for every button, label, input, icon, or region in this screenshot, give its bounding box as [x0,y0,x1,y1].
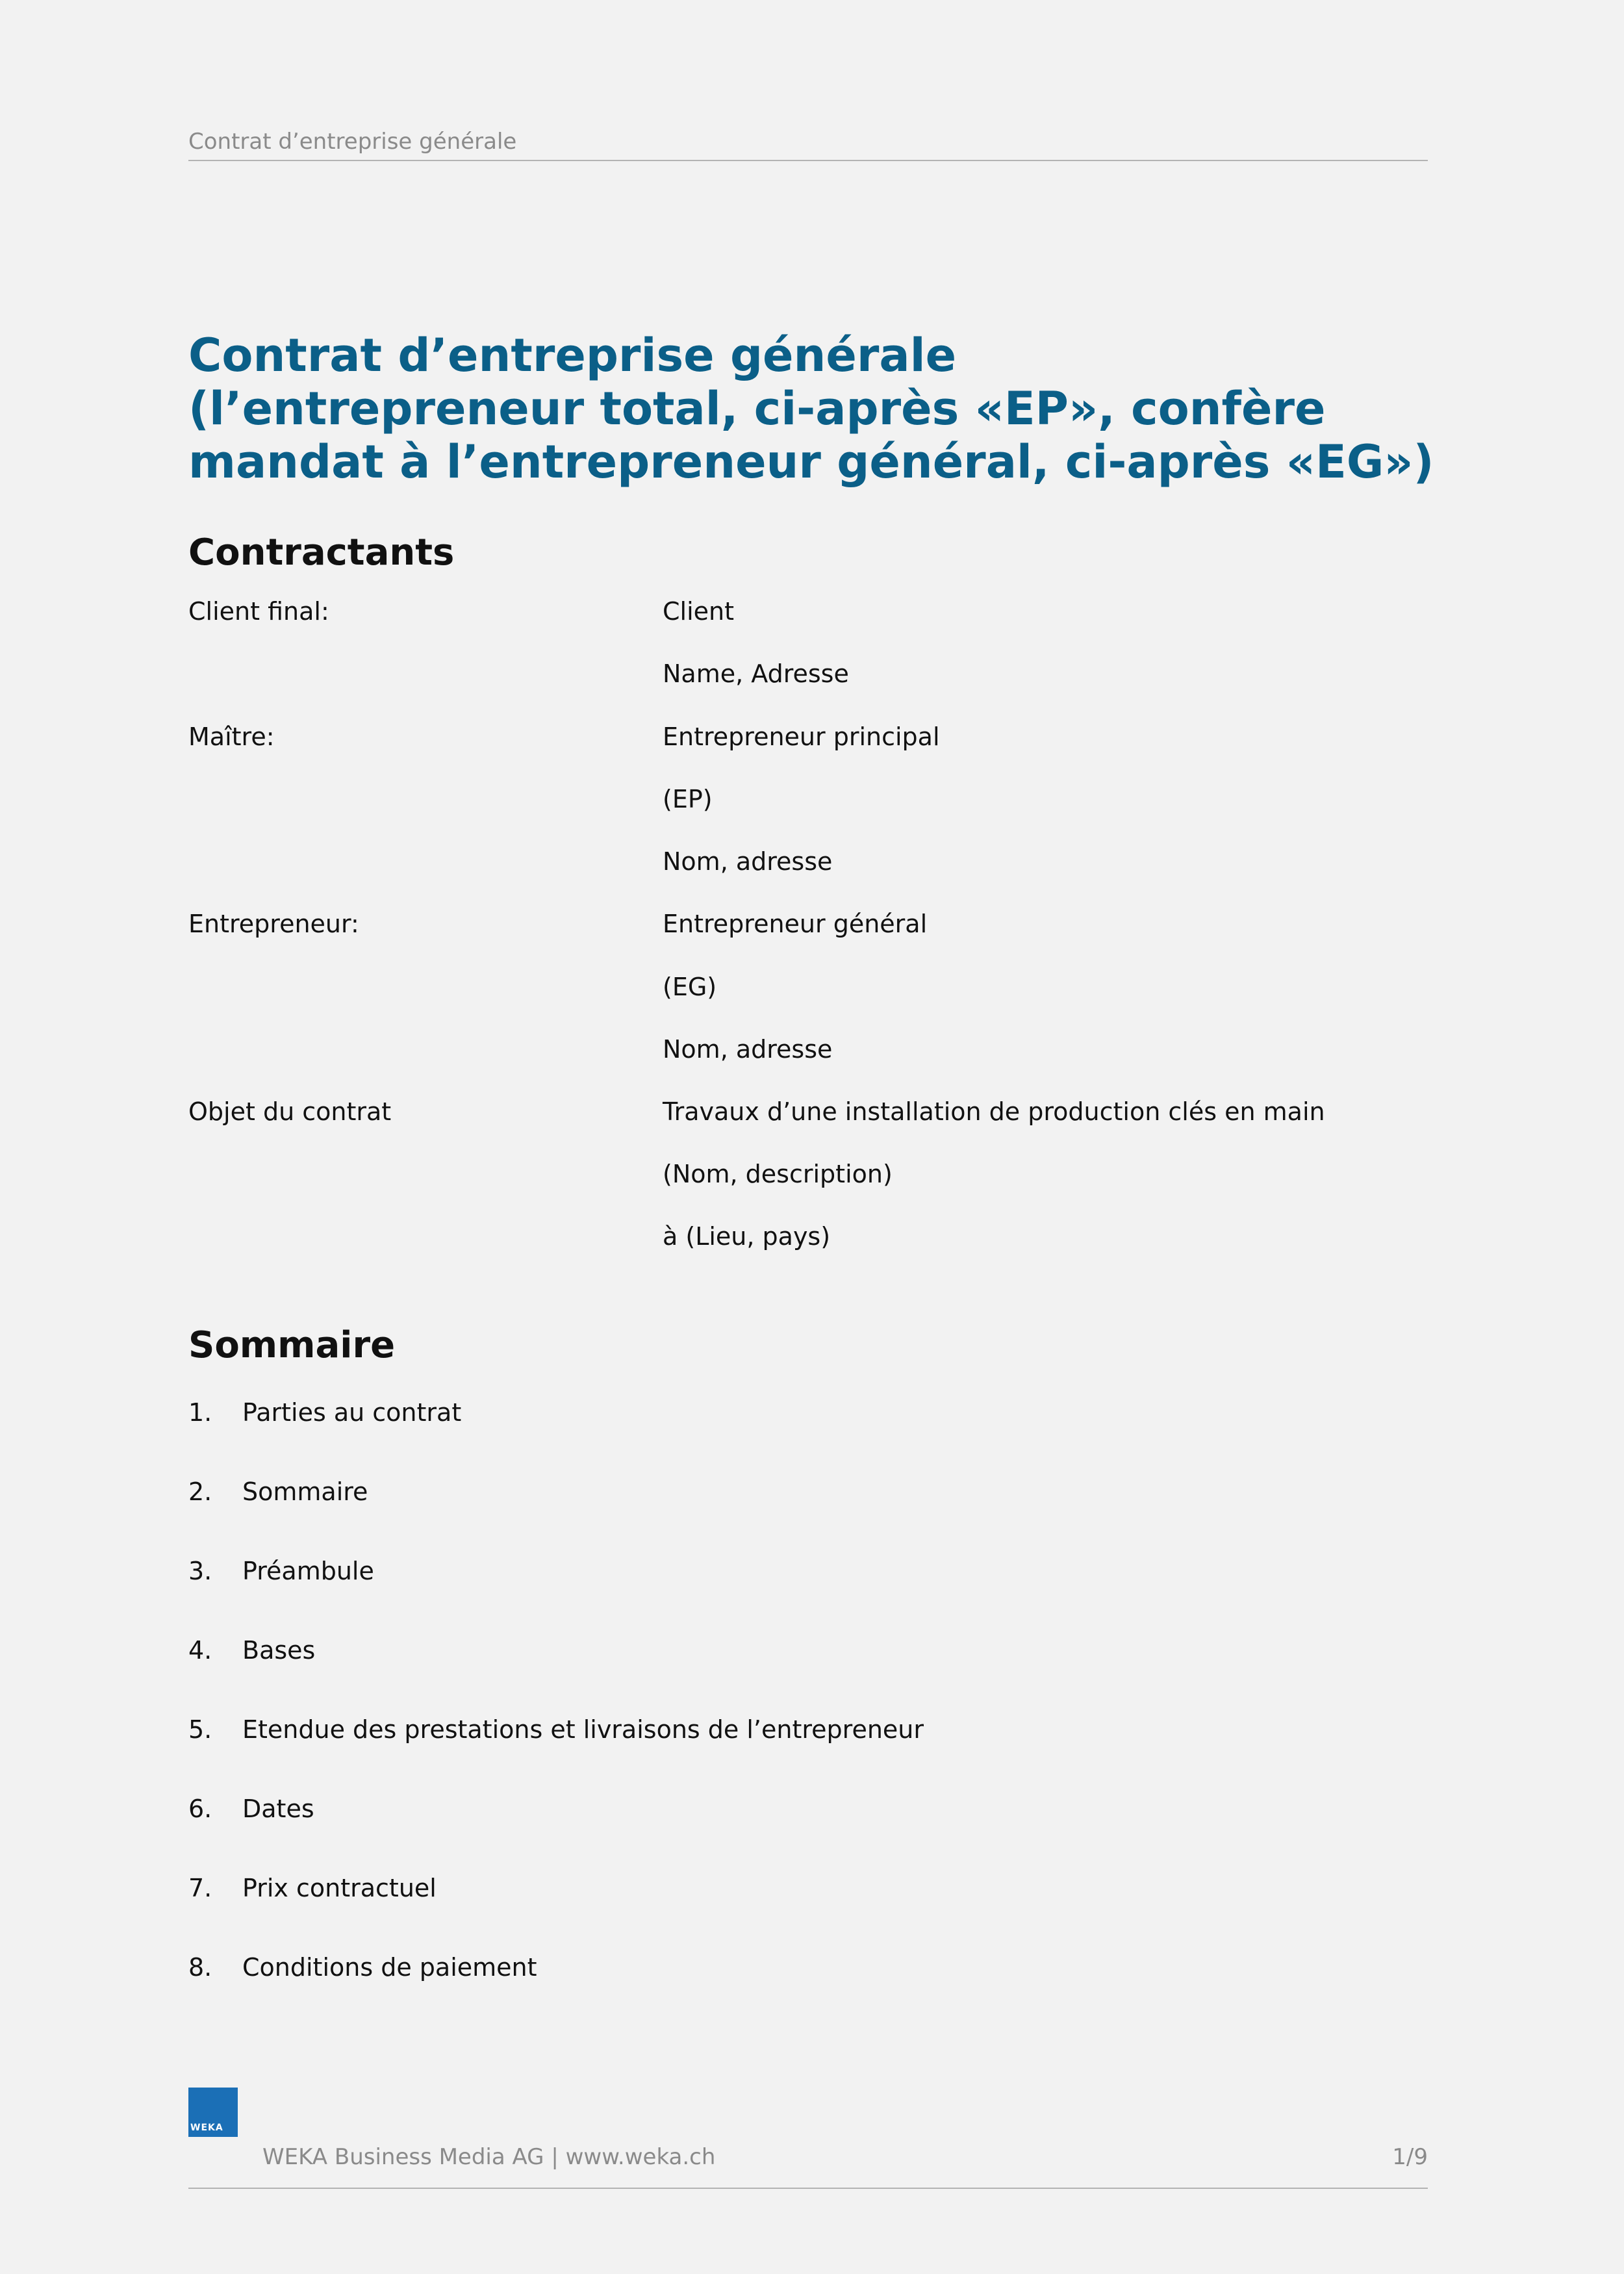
maitre-label: Maître: [188,722,275,751]
running-header: Contrat d’entreprise générale [188,129,517,155]
sommaire-heading: Sommaire [188,1324,396,1366]
entrepreneur-value-line-1: Entrepreneur général [663,910,928,938]
client-final-value-line-2: Name, Adresse [663,659,849,688]
client-final-value-line-1: Client [663,597,735,626]
maitre-value-line-3: Nom, adresse [663,847,833,876]
toc-item-number: 3. [188,1557,212,1585]
toc-item-text: Etendue des prestations et livraisons de l’entrepreneur [242,1715,924,1744]
contractants-heading: Contractants [188,531,455,574]
objet-value-line-1: Travaux d’une installation de production clés en main [663,1097,1325,1126]
objet-label: Objet du contrat [188,1097,392,1126]
footer-publisher: WEKA Business Media AG | www.weka.ch [262,2144,716,2170]
objet-value-line-2: (Nom, description) [663,1160,893,1188]
footer-divider [188,2188,1428,2189]
document-title-line-3: mandat à l’entrepreneur général, ci-après «EG») [188,435,1434,489]
maitre-value-line-2: (EP) [663,785,713,813]
document-title-line-1: Contrat d’entreprise générale [188,329,957,382]
toc-item-number: 7. [188,1874,212,1902]
toc-item-number: 6. [188,1795,212,1823]
document-title [188,329,1434,489]
toc-item-number: 4. [188,1636,212,1665]
toc-item-number: 1. [188,1398,212,1427]
toc-item-number: 5. [188,1715,212,1744]
weka-logo-text: WEKA [190,2123,223,2133]
toc-item-text: Parties au contrat [242,1398,462,1427]
page-number: 1/9 [1392,2144,1428,2170]
header-divider [188,160,1428,161]
toc-item-text: Sommaire [242,1477,368,1506]
entrepreneur-value-line-2: (EG) [663,973,717,1001]
toc-item-text: Préambule [242,1557,374,1585]
toc-item-text: Dates [242,1795,314,1823]
toc-item-text: Prix contractuel [242,1874,437,1902]
toc-item-text: Conditions de paiement [242,1953,537,1982]
client-final-label: Client final: [188,597,329,626]
toc-item-text: Bases [242,1636,316,1665]
entrepreneur-value-line-3: Nom, adresse [663,1035,833,1064]
toc-item-number: 8. [188,1953,212,1982]
entrepreneur-label: Entrepreneur: [188,910,359,938]
document-title-line-2: (l’entrepreneur total, ci-après «EP», confère [188,382,1326,435]
objet-value-line-3: à (Lieu, pays) [663,1222,831,1251]
maitre-value-line-1: Entrepreneur principal [663,722,940,751]
weka-logo [188,2088,238,2137]
toc-item-number: 2. [188,1477,212,1506]
